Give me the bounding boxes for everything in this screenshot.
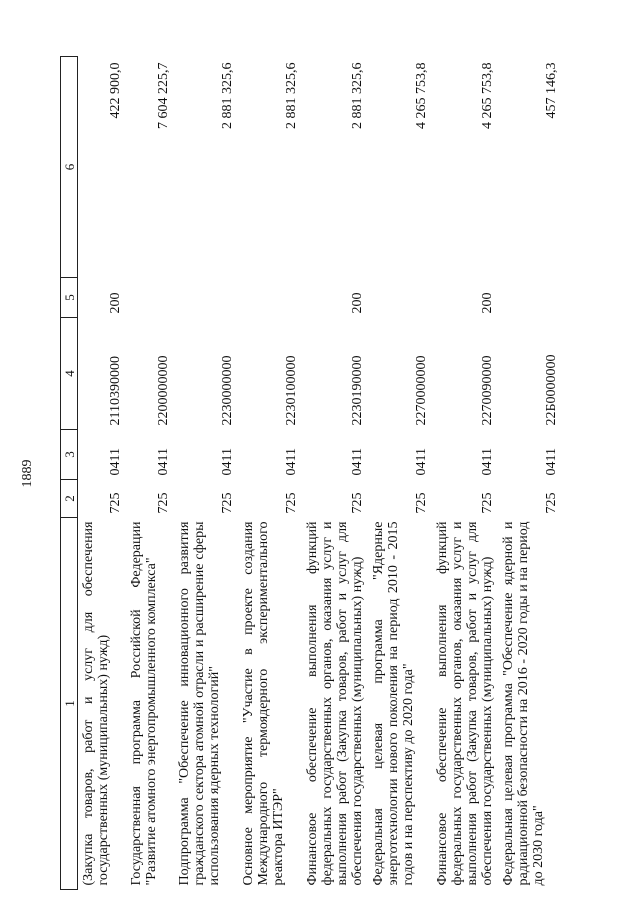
rotated-page-content	[20, 57, 615, 890]
row-c5	[368, 278, 432, 318]
row-name: Подпрограмма "Обеспечение инновационного развития гражданского сектора атомной отрасли и расширение сферы использования ядерных технологий"	[177, 521, 222, 886]
row-c6: 4 265 753,8	[414, 62, 429, 129]
col-header-4: 4	[61, 318, 78, 430]
row-c2: 725	[108, 492, 123, 514]
row-c2: 725	[284, 492, 299, 514]
col-header-3: 3	[61, 430, 78, 480]
table-row	[498, 57, 562, 890]
row-c4: 22Б0000000	[544, 354, 559, 426]
row-c3: 0411	[156, 448, 171, 476]
row-c6: 457 146,3	[544, 62, 559, 119]
row-c3: 0411	[480, 448, 495, 476]
row-c2: 725	[220, 492, 235, 514]
table-row	[126, 57, 174, 890]
row-c3: 0411	[284, 448, 299, 476]
row-name: Федеральная целевая программа "Обеспечение ядерной и радиационной безопасности на 2016 - 2020 годы и на период до 2030 года"	[501, 521, 546, 886]
row-c5: 200	[350, 292, 365, 314]
row-c4: 2270000000	[414, 355, 429, 426]
row-c6: 2 881 325,6	[350, 62, 365, 129]
row-c4: 2110390000	[108, 356, 123, 426]
table-row	[174, 57, 238, 890]
row-c2: 725	[544, 492, 559, 514]
row-c6: 7 604 225,7	[156, 62, 171, 129]
row-c3: 0411	[108, 448, 123, 476]
table-row	[238, 57, 302, 890]
row-c5	[238, 278, 302, 318]
row-name: Федеральная целевая программа "Ядерные энерготехнологии нового поколения на период 2010 - 2015 годов и на перспективу до 2020 года"	[371, 521, 416, 886]
table-row	[368, 57, 432, 890]
row-c6: 422 900,0	[108, 62, 123, 119]
row-c4: 2230000000	[220, 355, 235, 426]
budget-table	[60, 56, 562, 890]
col-header-5: 5	[61, 278, 78, 318]
row-name: Финансовое обеспечение выполнения функций федеральных государственных органов, оказания услуг и выполнения работ (Закупка товаров, работ и услуг для обеспечения государственных (муниципальных) нужд)	[435, 521, 495, 886]
row-c5	[174, 278, 238, 318]
row-name: Государственная программа Российской Федерации "Развитие атомного энергопромышленного комплекса"	[129, 521, 159, 886]
row-c6: 4 265 753,8	[480, 62, 495, 129]
row-c3: 0411	[220, 448, 235, 476]
row-c6: 2 881 325,6	[220, 62, 235, 129]
row-c3: 0411	[414, 448, 429, 476]
table-row	[302, 57, 368, 890]
row-c2: 725	[414, 492, 429, 514]
row-c5: 200	[480, 292, 495, 314]
table-row	[432, 57, 498, 890]
table-row	[78, 57, 127, 890]
row-c4: 2270090000	[480, 355, 495, 426]
page-number: 1889	[20, 459, 35, 488]
row-c4: 2200000000	[156, 355, 171, 426]
row-c6: 2 881 325,6	[284, 62, 299, 129]
row-c5: 200	[108, 292, 123, 314]
row-c4: 2230190000	[350, 355, 365, 426]
row-c3: 0411	[350, 448, 365, 476]
row-c4: 2230100000	[284, 355, 299, 426]
col-header-2: 2	[61, 480, 78, 518]
col-header-1: 1	[61, 518, 78, 890]
row-c2: 725	[156, 492, 171, 514]
row-name: (Закупка товаров, работ и услуг для обеспечения государственных (муниципальных) нужд)	[81, 521, 111, 886]
row-c2: 725	[350, 492, 365, 514]
row-c5	[126, 278, 174, 318]
row-c3: 0411	[544, 448, 559, 476]
row-name: Финансовое обеспечение выполнения функций федеральных государственных органов, оказания услуг и выполнения работ (Закупка товаров, работ и услуг для обеспечения государственных (муниципальных) нужд)	[305, 521, 365, 886]
row-c2: 725	[480, 492, 495, 514]
row-c5	[498, 278, 562, 318]
col-header-6: 6	[61, 57, 78, 278]
table-header-row	[61, 57, 78, 890]
row-name: Основное мероприятие "Участие в проекте создания Международного термоядерного экспериментального реактора ИТЭР"	[241, 521, 286, 886]
